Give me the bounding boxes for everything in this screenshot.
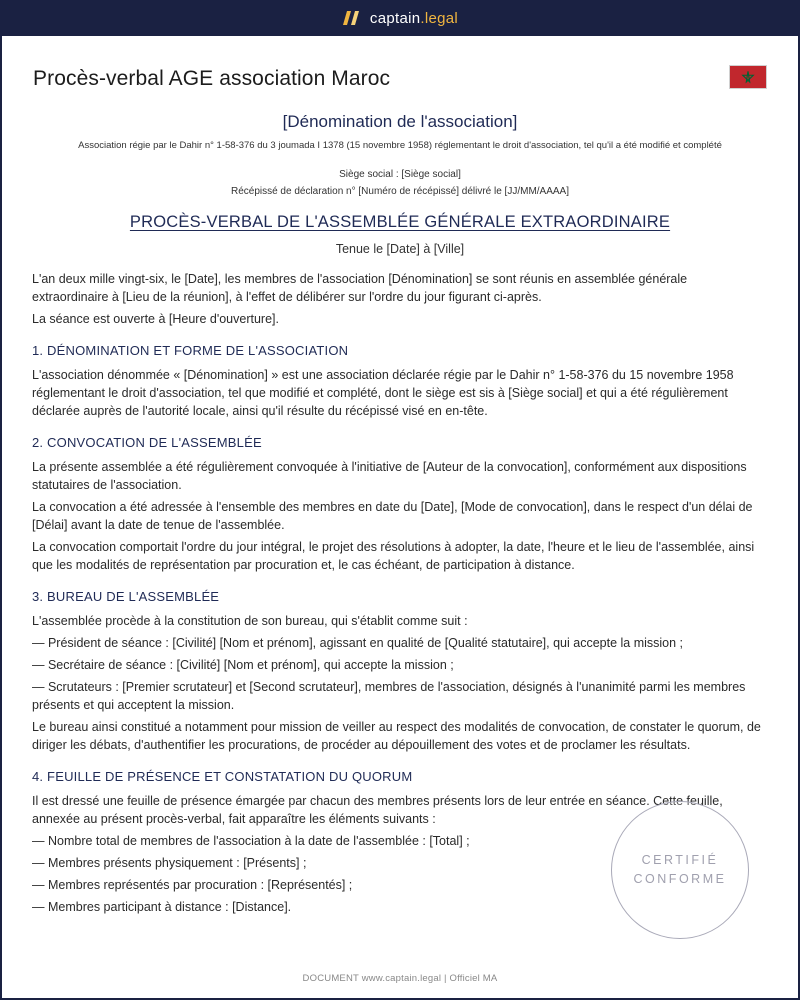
- list-item: — Membres participant à distance : [Distance].: [32, 900, 292, 914]
- list-item: — Secrétaire de séance : [Civilité] [Nom et prénom], qui accepte la mission ;: [32, 658, 454, 672]
- brand-suffix: .legal: [420, 9, 459, 27]
- list-item: — Scrutateurs : [Premier scrutateur] et [Second scrutateur], membres de l'association, désignés à l'unanimité parmi les membres présents et qui acceptent la mission.: [32, 680, 746, 712]
- section-paragraph: L'association dénommée « [Dénomination] » est une association déclarée régie par le Dahir n° 1-58-376 du 15 novembre 1958 réglementant le droit d'association, tel que modifié et complété, dont le siège est sis à [Siège social] et qui a été régulièrement déclarée auprès de l'autorité locale, ainsi qu'il résulte du récépissé visé en en-tête.: [32, 368, 734, 418]
- section-heading: 1. DÉNOMINATION ET FORME DE L'ASSOCIATION: [32, 343, 349, 358]
- document-title: Procès-verbal AGE association Maroc: [33, 67, 391, 90]
- intro-paragraph: La séance est ouverte à [Heure d'ouverture].: [32, 312, 279, 326]
- brand-name: captain: [369, 9, 421, 27]
- section-paragraph: La présente assemblée a été régulièrement convoquée à l'initiative de [Auteur de la convocation], conformément aux dispositions statutaires de l'association.: [32, 460, 747, 492]
- section-paragraph: La convocation a été adressée à l'ensemble des membres en date du [Date], [Mode de convocation], dans le respect d'un délai de [Délai] avant la date de tenue de l'assemblée.: [32, 500, 753, 532]
- meeting-date-place: Tenue le [Date] à [Ville]: [335, 242, 465, 256]
- brand-logo[interactable]: [342, 10, 458, 27]
- stamp-line: CONFORME: [633, 872, 727, 886]
- recepisse-declaration: Récépissé de déclaration n° [Numéro de récépissé] délivré le [JJ/MM/AAAA]: [230, 186, 570, 197]
- section-paragraph: La convocation comportait l'ordre du jour intégral, le projet des résolutions à adopter, la date, l'heure et le lieu de l'assemblée, ainsi que les modalités de représentation par procuration et, le cas échéant, de participation à distance.: [32, 540, 755, 572]
- association-regime: Association régie par le Dahir n° 1-58-376 du 3 joumada I 1378 (15 novembre 1958) réglementant le droit d'association, tel qu'il a été modifié et complété: [78, 140, 722, 151]
- morocco-flag-icon: [729, 65, 767, 89]
- stamp-line: CERTIFIÉ: [641, 853, 719, 867]
- main-title: PROCÈS-VERBAL DE L'ASSEMBLÉE GÉNÉRALE EXTRAORDINAIRE: [129, 213, 671, 231]
- siege-social: Siège social : [Siège social]: [339, 169, 461, 180]
- list-item: — Membres représentés par procuration : [Représentés] ;: [32, 878, 353, 892]
- section-heading: 4. FEUILLE DE PRÉSENCE ET CONSTATATION DU QUORUM: [32, 769, 413, 784]
- footer-text: DOCUMENT www.captain.legal | Officiel MA: [302, 973, 498, 984]
- top-bar: [0, 0, 800, 36]
- list-item: — Membres présents physiquement : [Présents] ;: [32, 856, 307, 870]
- association-name: [Dénomination de l'association]: [282, 112, 518, 131]
- section-paragraph: Le bureau ainsi constitué a notamment pour mission de veiller au respect des modalités de convocation, de constater le quorum, de diriger les débats, d'authentifier les procurations, de procéder au dépouillement des votes et de proclamer les résultats.: [32, 720, 761, 752]
- list-item: — Président de séance : [Civilité] [Nom et prénom], agissant en qualité de [Qualité statutaire], qui accepte la mission ;: [32, 636, 684, 650]
- certified-stamp: [611, 801, 749, 939]
- list-item: — Nombre total de membres de l'association à la date de l'assemblée : [Total] ;: [32, 834, 470, 848]
- flag-star-icon: [741, 70, 755, 84]
- section-paragraph: Il est dressé une feuille de présence émargée par chacun des membres présents lors de leur entrée en séance. Cette feuille, annexée au présent procès-verbal, fait apparaître les éléments suivants :: [32, 794, 723, 826]
- intro-paragraph: L'an deux mille vingt-six, le [Date], les membres de l'association [Dénomination] se sont réunis en assemblée générale extraordinaire à [Lieu de la réunion], à l'effet de délibérer sur l'ordre du jour figurant ci-après.: [32, 272, 688, 304]
- captain-logo-icon: [342, 10, 362, 26]
- section-heading: 2. CONVOCATION DE L'ASSEMBLÉE: [32, 435, 262, 450]
- section-heading: 3. BUREAU DE L'ASSEMBLÉE: [32, 589, 220, 604]
- section-paragraph: L'assemblée procède à la constitution de son bureau, qui s'établit comme suit :: [32, 614, 468, 628]
